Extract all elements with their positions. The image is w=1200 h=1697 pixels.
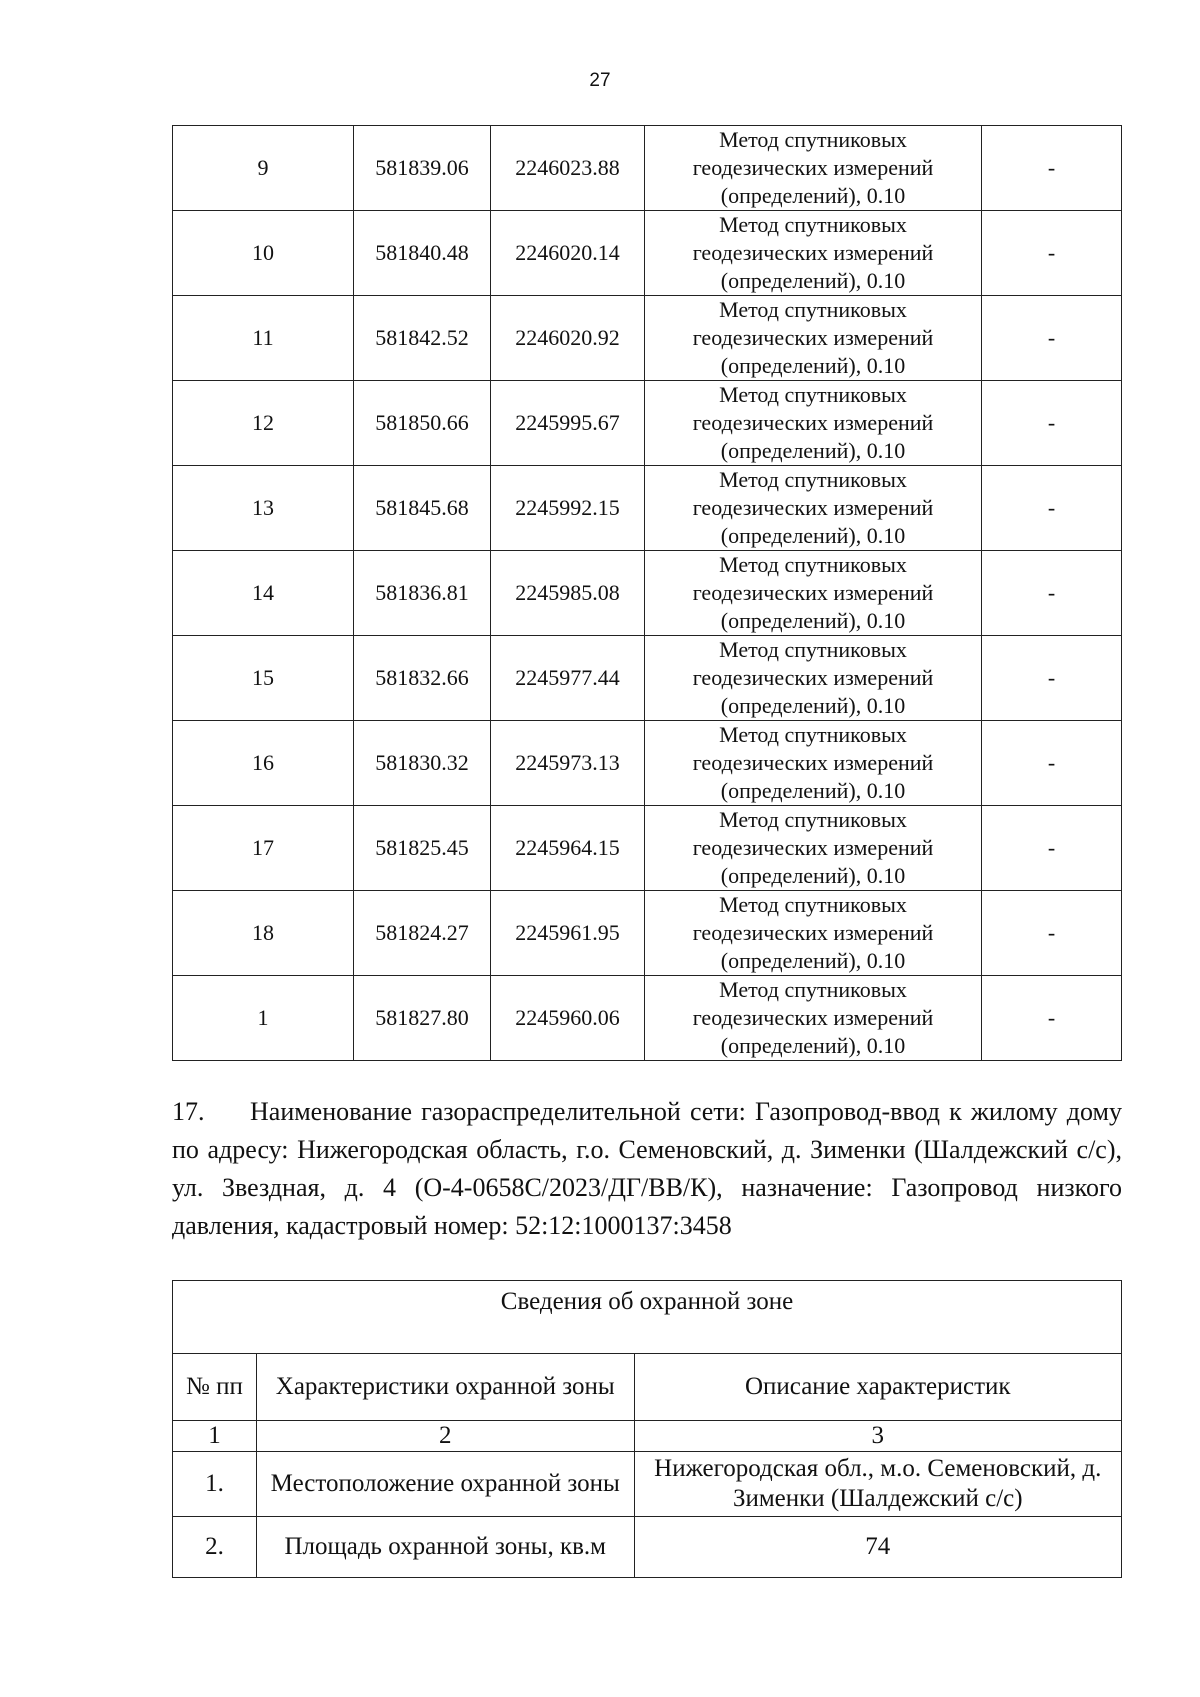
coordinate-x: 581840.48 bbox=[354, 211, 491, 296]
row-num: 2. bbox=[173, 1517, 257, 1578]
table-row bbox=[173, 721, 1122, 806]
point-number: 10 bbox=[173, 211, 354, 296]
method-line: (определений), 0.10 bbox=[720, 523, 906, 548]
coordinate-y: 2245973.13 bbox=[491, 721, 645, 806]
protection-zone-table bbox=[172, 1280, 1122, 1578]
point-number: 18 bbox=[173, 891, 354, 976]
point-number: 11 bbox=[173, 296, 354, 381]
point-number: 1 bbox=[173, 976, 354, 1061]
note-cell: - bbox=[982, 976, 1122, 1061]
table-row bbox=[173, 1517, 1122, 1578]
method-line: (определений), 0.10 bbox=[720, 183, 906, 208]
note-cell: - bbox=[982, 126, 1122, 211]
method-line: геодезических измерений bbox=[692, 665, 934, 690]
method-line: геодезических измерений bbox=[692, 750, 934, 775]
point-number: 13 bbox=[173, 466, 354, 551]
method-line: геодезических измерений bbox=[692, 495, 934, 520]
method-cell bbox=[645, 721, 982, 806]
method-cell bbox=[645, 126, 982, 211]
table-row bbox=[173, 636, 1122, 721]
method-line: (определений), 0.10 bbox=[720, 778, 906, 803]
table-row bbox=[173, 891, 1122, 976]
index-cell: 3 bbox=[634, 1421, 1121, 1452]
coordinate-x: 581832.66 bbox=[354, 636, 491, 721]
method-cell bbox=[645, 891, 982, 976]
method-cell bbox=[645, 381, 982, 466]
method-line: геодезических измерений bbox=[692, 240, 934, 265]
table-row bbox=[173, 551, 1122, 636]
method-line: (определений), 0.10 bbox=[720, 863, 906, 888]
coordinate-x: 581827.80 bbox=[354, 976, 491, 1061]
method-line: Метод спутниковых bbox=[719, 467, 907, 492]
method-line: (определений), 0.10 bbox=[720, 608, 906, 633]
method-line: Метод спутниковых bbox=[719, 382, 907, 407]
coordinate-x: 581850.66 bbox=[354, 381, 491, 466]
method-line: (определений), 0.10 bbox=[720, 438, 906, 463]
coordinate-x: 581842.52 bbox=[354, 296, 491, 381]
note-cell: - bbox=[982, 551, 1122, 636]
header-num: № пп bbox=[173, 1354, 257, 1421]
row-description: Нижегородская обл., м.о. Семеновский, д. Зименки (Шалдежский с/с) bbox=[634, 1452, 1121, 1517]
note-cell: - bbox=[982, 381, 1122, 466]
coordinate-y: 2245960.06 bbox=[491, 976, 645, 1061]
method-line: Метод спутниковых bbox=[719, 212, 907, 237]
coordinate-x: 581824.27 bbox=[354, 891, 491, 976]
coordinate-y: 2246020.92 bbox=[491, 296, 645, 381]
method-line: Метод спутниковых bbox=[719, 552, 907, 577]
method-line: (определений), 0.10 bbox=[720, 693, 906, 718]
point-number: 14 bbox=[173, 551, 354, 636]
method-line: геодезических измерений bbox=[692, 835, 934, 860]
method-line: геодезических измерений bbox=[692, 580, 934, 605]
note-cell: - bbox=[982, 636, 1122, 721]
method-cell bbox=[645, 636, 982, 721]
section-paragraph bbox=[172, 1093, 1122, 1245]
method-cell bbox=[645, 976, 982, 1061]
table-row bbox=[173, 126, 1122, 211]
method-line: Метод спутниковых bbox=[719, 807, 907, 832]
coordinate-y: 2246020.14 bbox=[491, 211, 645, 296]
point-number: 17 bbox=[173, 806, 354, 891]
note-cell: - bbox=[982, 211, 1122, 296]
zone-table-title: Сведения об охранной зоне bbox=[173, 1281, 1122, 1354]
method-line: геодезических измерений bbox=[692, 1005, 934, 1030]
coordinate-x: 581830.32 bbox=[354, 721, 491, 806]
index-cell: 2 bbox=[256, 1421, 634, 1452]
method-line: геодезических измерений bbox=[692, 920, 934, 945]
method-cell bbox=[645, 466, 982, 551]
coordinates-table bbox=[172, 125, 1122, 1061]
table-row bbox=[173, 381, 1122, 466]
method-line: Метод спутниковых bbox=[719, 977, 907, 1002]
header-description: Описание характеристик bbox=[634, 1354, 1121, 1421]
table-row bbox=[173, 976, 1122, 1061]
point-number: 15 bbox=[173, 636, 354, 721]
note-cell: - bbox=[982, 806, 1122, 891]
coordinate-y: 2245995.67 bbox=[491, 381, 645, 466]
coordinate-y: 2246023.88 bbox=[491, 126, 645, 211]
note-cell: - bbox=[982, 466, 1122, 551]
section-text: Наименование газораспределительной сети: Газопровод-ввод к жилому дому по адресу: Нижегородская область, г.о. Семеновский, д. Зименки (Шалдежский с/с), ул. Звездная, д. 4 (О-4-0658С/2023/ДГ/ВВ/К), назначение: Газопровод низкого давления, кадастровый номер: 52:12:1000137:3458 bbox=[172, 1097, 1122, 1240]
method-line: геодезических измерений bbox=[692, 325, 934, 350]
point-number: 16 bbox=[173, 721, 354, 806]
method-line: Метод спутниковых bbox=[719, 892, 907, 917]
point-number: 9 bbox=[173, 126, 354, 211]
method-cell bbox=[645, 211, 982, 296]
coordinate-x: 581845.68 bbox=[354, 466, 491, 551]
row-characteristic: Местоположение охранной зоны bbox=[256, 1452, 634, 1517]
coordinate-x: 581839.06 bbox=[354, 126, 491, 211]
section-number: 17. bbox=[172, 1097, 205, 1126]
note-cell: - bbox=[982, 296, 1122, 381]
table-row bbox=[173, 1452, 1122, 1517]
coordinate-y: 2245961.95 bbox=[491, 891, 645, 976]
header-characteristics: Характеристики охранной зоны bbox=[256, 1354, 634, 1421]
coordinate-y: 2245964.15 bbox=[491, 806, 645, 891]
coordinate-y: 2245992.15 bbox=[491, 466, 645, 551]
method-line: (определений), 0.10 bbox=[720, 948, 906, 973]
note-cell: - bbox=[982, 721, 1122, 806]
row-num: 1. bbox=[173, 1452, 257, 1517]
coordinate-y: 2245985.08 bbox=[491, 551, 645, 636]
method-line: геодезических измерений bbox=[692, 410, 934, 435]
coordinate-x: 581836.81 bbox=[354, 551, 491, 636]
method-line: Метод спутниковых bbox=[719, 722, 907, 747]
method-line: геодезических измерений bbox=[692, 155, 934, 180]
point-number: 12 bbox=[173, 381, 354, 466]
method-line: Метод спутниковых bbox=[719, 637, 907, 662]
row-description: 74 bbox=[634, 1517, 1121, 1578]
table-row bbox=[173, 806, 1122, 891]
method-line: (определений), 0.10 bbox=[720, 1033, 906, 1058]
table-row bbox=[173, 211, 1122, 296]
page-number: 27 bbox=[589, 70, 611, 91]
method-cell bbox=[645, 551, 982, 636]
method-cell bbox=[645, 296, 982, 381]
method-line: (определений), 0.10 bbox=[720, 268, 906, 293]
method-line: Метод спутниковых bbox=[719, 297, 907, 322]
index-cell: 1 bbox=[173, 1421, 257, 1452]
method-cell bbox=[645, 806, 982, 891]
table-row bbox=[173, 466, 1122, 551]
row-characteristic: Площадь охранной зоны, кв.м bbox=[256, 1517, 634, 1578]
table-row bbox=[173, 296, 1122, 381]
note-cell: - bbox=[982, 891, 1122, 976]
coordinate-y: 2245977.44 bbox=[491, 636, 645, 721]
method-line: Метод спутниковых bbox=[719, 127, 907, 152]
coordinate-x: 581825.45 bbox=[354, 806, 491, 891]
method-line: (определений), 0.10 bbox=[720, 353, 906, 378]
